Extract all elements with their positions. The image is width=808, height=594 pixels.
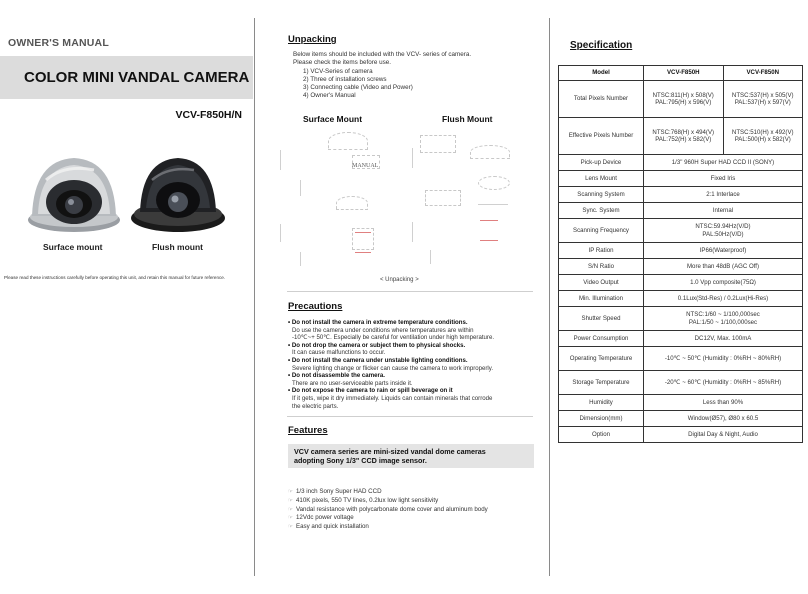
precaution-title: • Do not drop the camera or subject them to physical shocks.: [288, 341, 466, 349]
precaution-description: Do use the camera under conditions where temperatures are within: [292, 326, 474, 334]
unpacking-illustration: [280, 224, 281, 242]
precaution-description: If it gets, wipe it dry immediately. Liquids can contain minerals that corrode: [292, 394, 493, 402]
table-row: [559, 395, 803, 411]
unpacking-illustration: [470, 145, 510, 159]
unpacking-illustration: [412, 222, 413, 242]
table-cell-value: Less than 90%: [644, 395, 803, 411]
table-cell-value: -20℃ ~ 60℃ (Humidity : 0%RH ~ 85%RH): [644, 371, 803, 395]
table-cell-label: Dimension(mm): [559, 411, 644, 427]
feature-text: Easy and quick installation: [295, 523, 369, 531]
flush-mount-title: Flush Mount: [442, 114, 493, 124]
unpacking-illustration: [425, 190, 461, 206]
table-row: [559, 219, 803, 243]
unpacking-illustration: [412, 148, 413, 168]
table-cell-value: 1/3" 960H Super HAD CCD II (SONY): [644, 155, 803, 171]
features-intro-line: adopting Sony 1/3" CCD image sensor.: [294, 456, 427, 465]
unpacking-illustration: [280, 150, 281, 170]
panel-divider: [549, 18, 550, 576]
precaution-description: -10℃~+ 50℃. Especially be careful for ventilation under high temperature.: [292, 334, 495, 342]
features-intro-line: VCV camera series are mini-sized vandal dome cameras: [294, 447, 486, 456]
unpacking-illustration: [300, 180, 301, 196]
model-number: VCV-F850H/N: [175, 109, 242, 121]
table-cell-value: 1.0 Vpp composite(75Ω): [644, 275, 803, 291]
list-item: Please check the items before use.: [293, 59, 392, 67]
table-row: [559, 347, 803, 371]
table-cell-value: Internal: [644, 203, 803, 219]
list-item: 3) Connecting cable (Video and Power): [303, 84, 413, 92]
feature-text: 410K pixels, 550 TV lines, 0.2lux low light sensitivity: [295, 496, 439, 504]
table-cell-value: Window(Ø57), Ø80 x 60.5: [644, 411, 803, 427]
table-cell-label: Min. Illumination: [559, 291, 644, 307]
table-cell-label: Scanning Frequency: [559, 219, 644, 243]
table-cell-value: NTSC:1/60 ~ 1/100,000sec PAL:1/50 ~ 1/100,000sec: [644, 307, 803, 331]
table-cell-label: Humidity: [559, 395, 644, 411]
bullet-hand-icon: ☞: [288, 506, 293, 513]
table-cell-value: Fixed Iris: [644, 171, 803, 187]
precaution-description: Severe lighting change or flicker can cause the camera to work improperly.: [292, 364, 494, 372]
table-header-cell: VCV-F850N: [723, 66, 803, 81]
precaution-title: • Do not expose the camera to rain or spill beverage on it: [288, 387, 453, 395]
unpacking-illustration: [430, 250, 431, 264]
unpacking-illustration: [480, 240, 498, 241]
table-cell-label: Video Output: [559, 275, 644, 291]
table-row: [559, 411, 803, 427]
table-row: [559, 118, 803, 155]
table-row: [559, 371, 803, 395]
list-item: 4) Owner's Manual: [303, 92, 356, 100]
feature-text: 1/3 inch Sony Super HAD CCD: [295, 488, 382, 495]
table-row: [559, 81, 803, 118]
unpacking-illustration: [478, 176, 510, 190]
table-row: [559, 259, 803, 275]
unpacking-list: [293, 51, 471, 101]
bullet-hand-icon: ☞: [288, 497, 293, 504]
table-row: [559, 331, 803, 347]
table-cell-value: More than 48dB (AGC Off): [644, 259, 803, 275]
table-cell-label: Scanning System: [559, 187, 644, 203]
specification-heading: Specification: [570, 40, 633, 51]
table-cell-label: S/N Ratio: [559, 259, 644, 275]
owners-manual-label: OWNER'S MANUAL: [8, 37, 109, 49]
list-item: [288, 488, 488, 497]
table-cell-label: IP Ration: [559, 243, 644, 259]
table-cell-label: Storage Temperature: [559, 371, 644, 395]
table-cell-value: IP66(Waterproof): [644, 243, 803, 259]
table-cell-label: Operating Temperature: [559, 347, 644, 371]
flush-mount-label: Flush mount: [152, 242, 203, 252]
unpacking-illustration: [300, 252, 301, 266]
list-item: [288, 523, 488, 532]
feature-text: Vandal resistance with polycarbonate dome cover and aluminum body: [295, 505, 488, 513]
table-cell-value: NTSC:59.94Hz(V/D) PAL:50Hz(V/D): [644, 219, 803, 243]
list-item: [288, 514, 488, 523]
precaution-title: • Do not install the camera under unstable lighting conditions.: [288, 356, 468, 364]
table-cell-label: Power Consumption: [559, 331, 644, 347]
specification-table: [558, 65, 803, 443]
title-bar: [0, 56, 253, 99]
table-cell-value: 2:1 Interlace: [644, 187, 803, 203]
notice-text: Please read these instructions carefully before operating this unit, and retain this manual for future reference.: [4, 275, 226, 280]
manual-label: MANUAL: [352, 163, 379, 169]
page-title: COLOR MINI VANDAL CAMERA: [24, 69, 250, 86]
table-cell-label: Effective Pixels Number: [559, 118, 644, 155]
table-row: [559, 243, 803, 259]
section-divider: [287, 291, 533, 292]
table-cell-label: Pick-up Device: [559, 155, 644, 171]
bullet-hand-icon: ☞: [288, 515, 293, 522]
table-row: [559, 171, 803, 187]
panel-divider: [254, 18, 255, 576]
bullet-hand-icon: ☞: [288, 489, 293, 495]
table-header-cell: Model: [559, 66, 644, 81]
unpacking-illustration: [480, 220, 498, 221]
table-cell-label: Total Pixels Number: [559, 81, 644, 118]
unpacking-illustration: [355, 232, 371, 233]
list-item: [288, 506, 488, 515]
surface-mount-label: Surface mount: [43, 242, 103, 252]
unpacking-caption: < Unpacking >: [380, 277, 419, 283]
table-cell-value: DC12V, Max. 100mA: [644, 331, 803, 347]
table-row: [559, 187, 803, 203]
unpacking-illustration: [328, 132, 368, 150]
table-row: [559, 291, 803, 307]
table-row: [559, 275, 803, 291]
precautions-list: [288, 319, 538, 410]
table-cell-value: NTSC:768(H) x 494(V) PAL:752(H) x 582(V): [644, 118, 724, 155]
unpacking-heading: Unpacking: [288, 34, 337, 45]
features-list: [288, 488, 488, 532]
table-cell-value: NTSC:811(H) x 508(V) PAL:795(H) x 596(V): [644, 81, 724, 118]
surface-mount-camera-image: [24, 150, 124, 236]
table-row: [559, 307, 803, 331]
table-cell-label: Shutter Speed: [559, 307, 644, 331]
surface-mount-title: Surface Mount: [303, 114, 363, 124]
table-row: [559, 155, 803, 171]
precaution-description: It can cause malfunctions to occur.: [292, 349, 386, 357]
feature-text: 12Vdc power voltage: [295, 514, 354, 522]
table-cell-value: Digital Day & Night, Audio: [644, 427, 803, 443]
table-row: [559, 427, 803, 443]
table-cell-value: -10℃ ~ 50℃ (Humidity : 0%RH ~ 80%RH): [644, 347, 803, 371]
precautions-heading: Precautions: [288, 301, 343, 312]
precaution-title: • Do not install the camera in extreme temperature conditions.: [288, 319, 468, 326]
table-cell-label: Sync. System: [559, 203, 644, 219]
unpacking-illustration: [478, 204, 508, 205]
table-cell-label: Option: [559, 427, 644, 443]
precaution-description: the electric parts.: [292, 402, 339, 410]
flush-mount-camera-image: [128, 150, 228, 236]
list-item: [288, 497, 488, 506]
list-item: 2) Three of installation screws: [303, 75, 387, 83]
features-intro-box: [288, 444, 534, 468]
table-cell-value: NTSC:537(H) x 505(V) PAL:537(H) x 597(V): [723, 81, 803, 118]
precaution-title: • Do not disassemble the camera.: [288, 372, 385, 380]
table-row: [559, 203, 803, 219]
table-cell-value: NTSC:510(H) x 492(V) PAL:500(H) x 582(V): [723, 118, 803, 155]
table-cell-value: 0.1Lux(Std-Res) / 0.2Lux(Hi-Res): [644, 291, 803, 307]
unpacking-illustration: [355, 252, 371, 253]
table-header-row: [559, 66, 803, 81]
section-divider: [287, 416, 533, 417]
precaution-description: There are no user-serviceable parts inside it.: [292, 379, 413, 387]
table-header-cell: VCV-F850H: [644, 66, 724, 81]
list-item: 1) VCV-Series of camera: [303, 67, 373, 75]
unpacking-illustration: [420, 135, 456, 153]
bullet-hand-icon: ☞: [288, 524, 293, 531]
unpacking-illustration: [336, 196, 368, 210]
list-item: Below items should be included with the VCV- series of camera.: [293, 51, 472, 58]
features-heading: Features: [288, 425, 328, 436]
table-cell-label: Lens Mount: [559, 171, 644, 187]
